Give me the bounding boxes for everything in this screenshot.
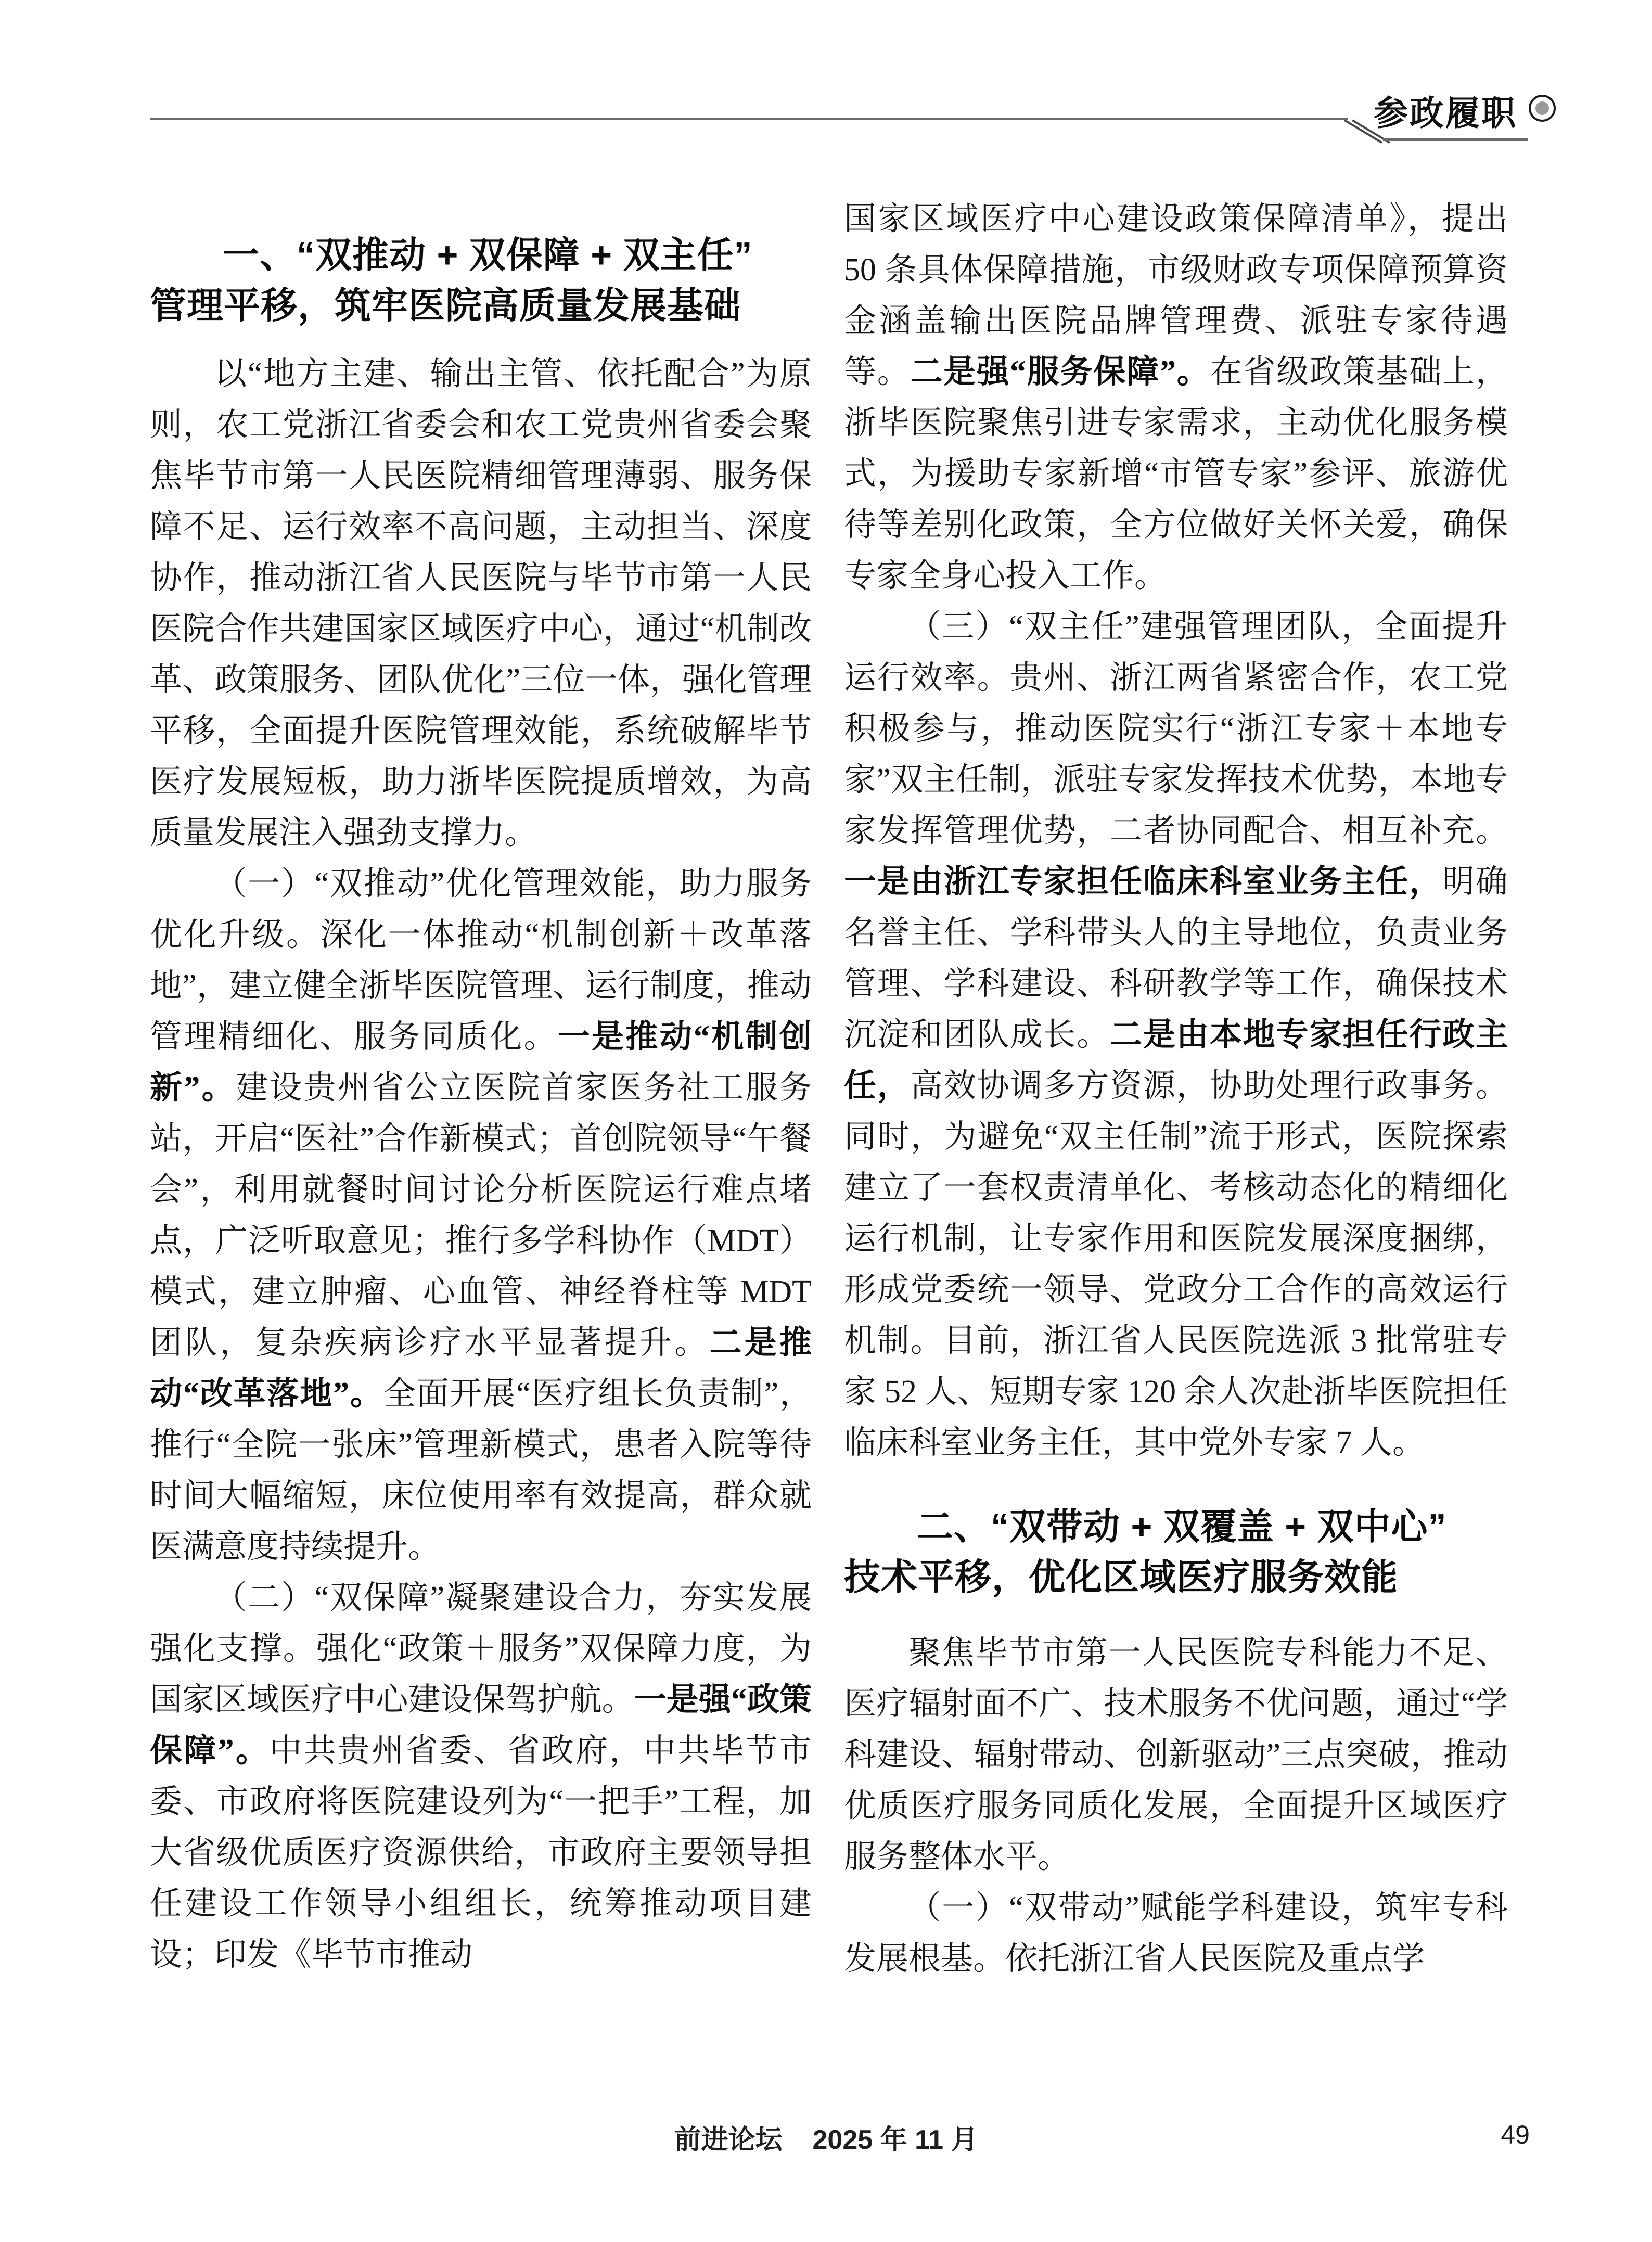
left-column [150, 230, 812, 1980]
body-paragraph [150, 859, 812, 1572]
page-number: 49 [1501, 2120, 1530, 2149]
body-paragraph [844, 601, 1508, 1468]
text-run: （二）“双保障”凝聚建设合力，夯实发展强化支撑。强化“政策＋服务”双保障力度，为国家区域医疗中心建设保驾护航。 [150, 1580, 812, 1718]
heading-line-2: 管理平移，筑牢医院高质量发展基础 [150, 285, 741, 326]
text-run: 高效协调多方资源，协助处理行政事务。同时，为避免“双主任制”流于形式，医院探索建立了一套权责清单化、考核动态化的精细化运行机制，让专家作用和医院发展深度捆绑，形成党委统一领导、党政分工合作的高效运行机制。目前，浙江省人民医院选派 3 批常驻专家 52 人、短期专家 120 余人次赴浙毕医院担任临床科室业务主任，其中党外专家 7 人。 [844, 1068, 1508, 1460]
body-paragraph [844, 1882, 1508, 1984]
text-run: 国家区域医疗中心建设政策保障清单》，提出 50 条具体保障措施，市级财政专项保障预算资金涵盖输出医院品牌管理费、派驻专家待遇等。 [844, 201, 1508, 390]
header-rule-short [1383, 138, 1528, 141]
right-column-body-bottom [844, 1628, 1508, 1984]
text-run: （一）“双带动”赋能学科建设，筑牢专科发展根基。依托浙江省人民医院及重点学 [844, 1890, 1508, 1977]
section-label: 参政履职 [1374, 95, 1517, 133]
section-heading-1 [150, 230, 812, 331]
issue-date: 2025 年 11 月 [812, 2125, 978, 2155]
text-run: 全面开展“医疗组长负责制”，推行“全院一张床”管理新模式，患者入院等待时间大幅缩短，床位使用率有效提高，群众就医满意度持续提升。 [150, 1376, 812, 1565]
text-run: 聚焦毕节市第一人民医院专科能力不足、医疗辐射面不广、技术服务不优问题，通过“学科建设、辐射带动、创新驱动”三点突破，推动优质医疗服务同质化发展，全面提升区域医疗服务整体水平。 [844, 1635, 1508, 1875]
text-run: 中共贵州省委、省政府，中共毕节市委、市政府将医院建设列为“一把手”工程，加大省级优质医疗资源供给，市政府主要领导担任建设工作领导小组组长，统筹推动项目建设；印发《毕节市推动 [150, 1733, 812, 1972]
body-paragraph [150, 1572, 812, 1980]
text-run: （一）“双推动”优化管理效能，助力服务优化升级。深化一体推动“机制创新＋改革落地”，建立健全浙毕医院管理、运行制度，推动管理精细化、服务同质化。 [150, 866, 812, 1055]
emphasis-text-run: 二是由本地专家担任行政主任， [844, 1017, 1508, 1104]
left-column-body [150, 349, 812, 1980]
body-paragraph [844, 194, 1508, 601]
page-footer [0, 2118, 1652, 2157]
emphasis-text-run: 一是强“政策保障”。 [150, 1682, 812, 1769]
circled-dot-icon [1529, 95, 1556, 122]
body-paragraph [150, 349, 812, 859]
emphasis-text-run: 一是推动“机制创新”。 [150, 1019, 812, 1106]
header-rule [150, 118, 1348, 120]
right-column-body-top [844, 194, 1508, 1468]
heading-line-1: 二、“双带动 + 双覆盖 + 双中心” [917, 1506, 1447, 1547]
text-run: 在省级政策基础上，浙毕医院聚焦引进专家需求，主动优化服务模式，为援助专家新增“市管专家”参评、旅游优待等差别化政策，全方位做好关怀关爱，确保专家全身心投入工作。 [844, 354, 1508, 594]
emphasis-text-run: 二是强“服务保障”。 [910, 354, 1210, 390]
text-run: 明确名誉主任、学科带头人的主导地位，负责业务管理、学科建设、科研教学等工作，确保技术沉淀和团队成长。 [844, 864, 1508, 1053]
text-run: 建设贵州省公立医院首家医务社工服务站，开启“医社”合作新模式；首创院领导“午餐会”，利用就餐时间讨论分析医院运行难点堵点，广泛听取意见；推行多学科协作（MDT）模式，建立肿瘤、心血管、神经脊柱等 MDT 团队，复杂疾病诊疗水平显著提升。 [150, 1070, 812, 1361]
section-heading-2 [844, 1502, 1508, 1603]
emphasis-text-run: 一是由浙江专家担任临床科室业务主任， [844, 864, 1443, 900]
text-run: 以“地方主建、输出主管、依托配合”为原则，农工党浙江省委会和农工党贵州省委会聚焦毕节市第一人民医院精细管理薄弱、服务保障不足、运行效率不高问题，主动担当、深度协作，推动浙江省人民医院与毕节市第一人民医院合作共建国家区域医疗中心，通过“机制改革、政策服务、团队优化”三位一体，强化管理平移，全面提升医院管理效能，系统破解毕节医疗发展短板，助力浙毕医院提质增效，为高质量发展注入强劲支撑力。 [150, 356, 812, 851]
right-column [844, 194, 1508, 1984]
body-paragraph [844, 1628, 1508, 1882]
emphasis-text-run: 二是推动“改革落地”。 [150, 1325, 812, 1412]
journal-name: 前进论坛 [674, 2125, 783, 2155]
heading-line-2: 技术平移，优化区域医疗服务效能 [844, 1557, 1398, 1597]
dot-glyph [1535, 101, 1549, 115]
text-run: （三）“双主任”建强管理团队，全面提升运行效率。贵州、浙江两省紧密合作，农工党积极参与，推动医院实行“浙江专家＋本地专家”双主任制，派驻专家发挥技术优势，本地专家发挥管理优势，二者协同配合、相互补充。 [844, 609, 1508, 849]
heading-line-1: 一、“双推动 + 双保障 + 双主任” [223, 235, 753, 275]
